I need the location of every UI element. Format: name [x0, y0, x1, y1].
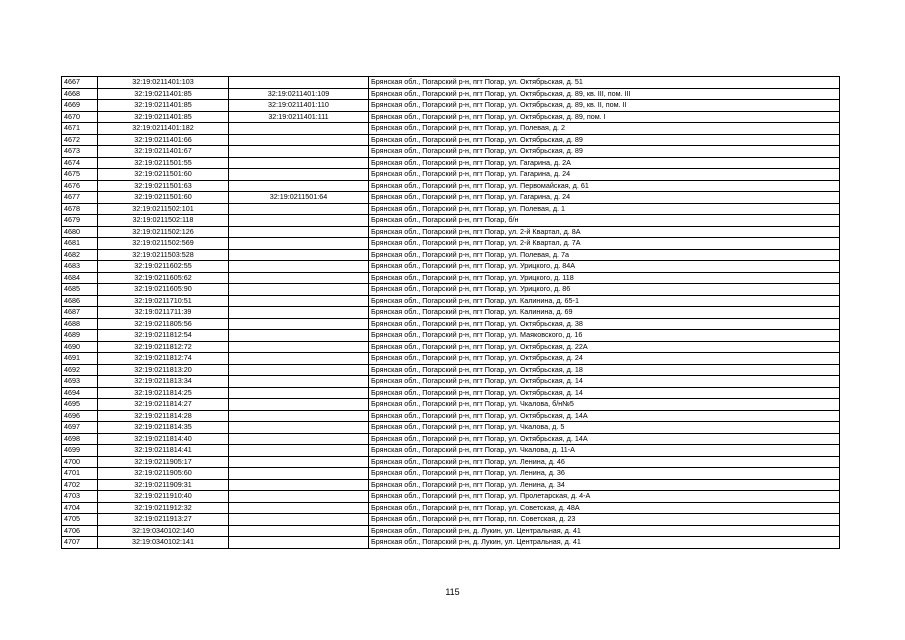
parent-cadastral-number-cell — [229, 169, 369, 181]
cadastral-number-cell: 32:19:0211502:126 — [98, 226, 229, 238]
row-number-cell: 4694 — [62, 387, 98, 399]
parent-cadastral-number-cell — [229, 249, 369, 261]
address-cell: Брянская обл., Погарский р-н, пгт Погар, ул. Октябрьская, д. 51 — [369, 77, 840, 89]
address-cell: Брянская обл., Погарский р-н, пгт Погар, ул. Полевая, д. 7а — [369, 249, 840, 261]
table-row — [62, 318, 840, 330]
cadastral-number-cell: 32:19:0211501:60 — [98, 192, 229, 204]
parent-cadastral-number-cell: 32:19:0211401:109 — [229, 88, 369, 100]
parent-cadastral-number-cell — [229, 284, 369, 296]
row-number-cell: 4687 — [62, 307, 98, 319]
row-number-cell: 4672 — [62, 134, 98, 146]
address-cell: Брянская обл., Погарский р-н, пгт Погар, ул. Октябрьская, д. 22А — [369, 341, 840, 353]
address-cell: Брянская обл., Погарский р-н, пгт Погар, ул. Октябрьская, д. 38 — [369, 318, 840, 330]
row-number-cell: 4702 — [62, 479, 98, 491]
parent-cadastral-number-cell — [229, 261, 369, 273]
row-number-cell: 4698 — [62, 433, 98, 445]
cadastral-number-cell: 32:19:0211814:27 — [98, 399, 229, 411]
table-row — [62, 422, 840, 434]
parent-cadastral-number-cell: 32:19:0211501:64 — [229, 192, 369, 204]
table-row — [62, 410, 840, 422]
address-cell: Брянская обл., Погарский р-н, пгт Погар, ул. Калинина, д. 69 — [369, 307, 840, 319]
table-row — [62, 502, 840, 514]
address-cell: Брянская обл., Погарский р-н, пгт Погар, ул. Маяковского, д. 16 — [369, 330, 840, 342]
row-number-cell: 4685 — [62, 284, 98, 296]
table-row — [62, 123, 840, 135]
table-row — [62, 249, 840, 261]
row-number-cell: 4692 — [62, 364, 98, 376]
cadastral-number-cell: 32:19:0211812:74 — [98, 353, 229, 365]
table-row — [62, 261, 840, 273]
parent-cadastral-number-cell — [229, 364, 369, 376]
table-row — [62, 215, 840, 227]
cadastral-number-cell: 32:19:0211814:28 — [98, 410, 229, 422]
cadastral-number-cell: 32:19:0211812:72 — [98, 341, 229, 353]
parent-cadastral-number-cell — [229, 445, 369, 457]
cadastral-number-cell: 32:19:0211502:569 — [98, 238, 229, 250]
address-cell: Брянская обл., Погарский р-н, пгт Погар, ул. Октябрьская, д. 89 — [369, 134, 840, 146]
cadastral-number-cell: 32:19:0211401:67 — [98, 146, 229, 158]
row-number-cell: 4686 — [62, 295, 98, 307]
parent-cadastral-number-cell — [229, 422, 369, 434]
parent-cadastral-number-cell — [229, 77, 369, 89]
table-row — [62, 180, 840, 192]
parent-cadastral-number-cell — [229, 399, 369, 411]
row-number-cell: 4679 — [62, 215, 98, 227]
cadastral-number-cell: 32:19:0211501:63 — [98, 180, 229, 192]
address-cell: Брянская обл., Погарский р-н, пгт Погар, ул. Урицкого, д. 84А — [369, 261, 840, 273]
row-number-cell: 4682 — [62, 249, 98, 261]
row-number-cell: 4676 — [62, 180, 98, 192]
table-row — [62, 468, 840, 480]
parent-cadastral-number-cell — [229, 146, 369, 158]
cadastral-number-cell: 32:19:0211814:25 — [98, 387, 229, 399]
address-cell: Брянская обл., Погарский р-н, пгт Погар, ул. Октябрьская, д. 14А — [369, 410, 840, 422]
address-cell: Брянская обл., Погарский р-н, пгт Погар, ул. Ленина, д. 36 — [369, 468, 840, 480]
table-row — [62, 100, 840, 112]
cadastral-number-cell: 32:19:0211909:31 — [98, 479, 229, 491]
table-row — [62, 341, 840, 353]
parent-cadastral-number-cell — [229, 491, 369, 503]
table-row — [62, 203, 840, 215]
address-cell: Брянская обл., Погарский р-н, пгт Погар, ул. Гагарина, д. 24 — [369, 192, 840, 204]
cadastral-number-cell: 32:19:0340102:141 — [98, 537, 229, 549]
table-row — [62, 433, 840, 445]
row-number-cell: 4705 — [62, 514, 98, 526]
parent-cadastral-number-cell — [229, 479, 369, 491]
row-number-cell: 4684 — [62, 272, 98, 284]
parent-cadastral-number-cell — [229, 387, 369, 399]
table-row — [62, 456, 840, 468]
row-number-cell: 4668 — [62, 88, 98, 100]
parent-cadastral-number-cell — [229, 537, 369, 549]
cadastral-number-cell: 32:19:0340102:140 — [98, 525, 229, 537]
cadastral-number-cell: 32:19:0211814:41 — [98, 445, 229, 457]
parent-cadastral-number-cell — [229, 226, 369, 238]
table-row — [62, 295, 840, 307]
cadastral-number-cell: 32:19:0211913:27 — [98, 514, 229, 526]
row-number-cell: 4701 — [62, 468, 98, 480]
address-cell: Брянская обл., Погарский р-н, пгт Погар, ул. Полевая, д. 1 — [369, 203, 840, 215]
parent-cadastral-number-cell — [229, 502, 369, 514]
row-number-cell: 4695 — [62, 399, 98, 411]
row-number-cell: 4696 — [62, 410, 98, 422]
parent-cadastral-number-cell — [229, 353, 369, 365]
cadastral-number-cell: 32:19:0211502:101 — [98, 203, 229, 215]
row-number-cell: 4697 — [62, 422, 98, 434]
address-cell: Брянская обл., Погарский р-н, пгт Погар, ул. Октябрьская, д. 89, кв. III, пом. III — [369, 88, 840, 100]
property-register-table — [61, 76, 840, 549]
parent-cadastral-number-cell — [229, 456, 369, 468]
parent-cadastral-number-cell — [229, 318, 369, 330]
row-number-cell: 4690 — [62, 341, 98, 353]
parent-cadastral-number-cell — [229, 203, 369, 215]
table-row — [62, 514, 840, 526]
table-row — [62, 364, 840, 376]
address-cell: Брянская обл., Погарский р-н, пгт Погар, ул. 2-й Квартал, д. 7А — [369, 238, 840, 250]
table-row — [62, 479, 840, 491]
row-number-cell: 4699 — [62, 445, 98, 457]
table-row — [62, 376, 840, 388]
parent-cadastral-number-cell: 32:19:0211401:111 — [229, 111, 369, 123]
cadastral-number-cell: 32:19:0211814:35 — [98, 422, 229, 434]
row-number-cell: 4669 — [62, 100, 98, 112]
row-number-cell: 4678 — [62, 203, 98, 215]
table-body — [62, 77, 840, 549]
table-row — [62, 226, 840, 238]
row-number-cell: 4675 — [62, 169, 98, 181]
cadastral-number-cell: 32:19:0211502:118 — [98, 215, 229, 227]
table-row — [62, 272, 840, 284]
cadastral-number-cell: 32:19:0211401:66 — [98, 134, 229, 146]
parent-cadastral-number-cell — [229, 468, 369, 480]
row-number-cell: 4689 — [62, 330, 98, 342]
parent-cadastral-number-cell — [229, 215, 369, 227]
table-row — [62, 399, 840, 411]
address-cell: Брянская обл., Погарский р-н, пгт Погар, ул. Октябрьская, д. 14А — [369, 433, 840, 445]
parent-cadastral-number-cell — [229, 514, 369, 526]
cadastral-number-cell: 32:19:0211905:17 — [98, 456, 229, 468]
cadastral-number-cell: 32:19:0211910:40 — [98, 491, 229, 503]
cadastral-number-cell: 32:19:0211912:32 — [98, 502, 229, 514]
table-row — [62, 169, 840, 181]
cadastral-number-cell: 32:19:0211401:182 — [98, 123, 229, 135]
address-cell: Брянская обл., Погарский р-н, пгт Погар, ул. Гагарина, д. 2А — [369, 157, 840, 169]
row-number-cell: 4693 — [62, 376, 98, 388]
row-number-cell: 4707 — [62, 537, 98, 549]
cadastral-number-cell: 32:19:0211602:55 — [98, 261, 229, 273]
table-row — [62, 525, 840, 537]
address-cell: Брянская обл., Погарский р-н, пгт Погар, ул. Полевая, д. 2 — [369, 123, 840, 135]
cadastral-number-cell: 32:19:0211812:54 — [98, 330, 229, 342]
table-row — [62, 307, 840, 319]
parent-cadastral-number-cell — [229, 134, 369, 146]
address-cell: Брянская обл., Погарский р-н, пгт Погар, ул. Октябрьская, д. 89, кв. II, пом. II — [369, 100, 840, 112]
table-row — [62, 387, 840, 399]
address-cell: Брянская обл., Погарский р-н, пгт Погар, ул. Ленина, д. 46 — [369, 456, 840, 468]
address-cell: Брянская обл., Погарский р-н, пгт Погар, ул. Чкалова, б/н№5 — [369, 399, 840, 411]
parent-cadastral-number-cell — [229, 341, 369, 353]
row-number-cell: 4681 — [62, 238, 98, 250]
cadastral-number-cell: 32:19:0211401:85 — [98, 111, 229, 123]
cadastral-number-cell: 32:19:0211503:528 — [98, 249, 229, 261]
cadastral-number-cell: 32:19:0211501:60 — [98, 169, 229, 181]
table-row — [62, 491, 840, 503]
row-number-cell: 4683 — [62, 261, 98, 273]
parent-cadastral-number-cell — [229, 272, 369, 284]
row-number-cell: 4688 — [62, 318, 98, 330]
row-number-cell: 4667 — [62, 77, 98, 89]
address-cell: Брянская обл., Погарский р-н, пгт Погар, ул. Урицкого, д. 118 — [369, 272, 840, 284]
row-number-cell: 4706 — [62, 525, 98, 537]
address-cell: Брянская обл., Погарский р-н, пгт Погар, ул. Советская, д. 48А — [369, 502, 840, 514]
row-number-cell: 4671 — [62, 123, 98, 135]
address-cell: Брянская обл., Погарский р-н, пгт Погар, ул. Ленина, д. 34 — [369, 479, 840, 491]
parent-cadastral-number-cell — [229, 123, 369, 135]
cadastral-number-cell: 32:19:0211711:39 — [98, 307, 229, 319]
row-number-cell: 4673 — [62, 146, 98, 158]
table-row — [62, 284, 840, 296]
cadastral-number-cell: 32:19:0211605:90 — [98, 284, 229, 296]
address-cell: Брянская обл., Погарский р-н, пгт Погар, б/н — [369, 215, 840, 227]
row-number-cell: 4670 — [62, 111, 98, 123]
cadastral-number-cell: 32:19:0211710:51 — [98, 295, 229, 307]
parent-cadastral-number-cell — [229, 157, 369, 169]
table-row — [62, 157, 840, 169]
cadastral-number-cell: 32:19:0211905:60 — [98, 468, 229, 480]
table-row — [62, 238, 840, 250]
table-row — [62, 77, 840, 89]
cadastral-number-cell: 32:19:0211401:85 — [98, 100, 229, 112]
address-cell: Брянская обл., Погарский р-н, пгт Погар, ул. Пролетарская, д. 4-А — [369, 491, 840, 503]
table-row — [62, 146, 840, 158]
table-row — [62, 353, 840, 365]
parent-cadastral-number-cell — [229, 295, 369, 307]
address-cell: Брянская обл., Погарский р-н, пгт Погар, ул. Чкалова, д. 5 — [369, 422, 840, 434]
row-number-cell: 4700 — [62, 456, 98, 468]
parent-cadastral-number-cell — [229, 410, 369, 422]
address-cell: Брянская обл., Погарский р-н, пгт Погар, ул. Октябрьская, д. 14 — [369, 376, 840, 388]
row-number-cell: 4704 — [62, 502, 98, 514]
address-cell: Брянская обл., Погарский р-н, пгт Погар, ул. Октябрьская, д. 89, пом. I — [369, 111, 840, 123]
cadastral-number-cell: 32:19:0211813:20 — [98, 364, 229, 376]
address-cell: Брянская обл., Погарский р-н, пгт Погар, ул. Октябрьская, д. 89 — [369, 146, 840, 158]
address-cell: Брянская обл., Погарский р-н, пгт Погар, ул. Первомайская, д. 61 — [369, 180, 840, 192]
row-number-cell: 4703 — [62, 491, 98, 503]
address-cell: Брянская обл., Погарский р-н, пгт Погар, ул. Гагарина, д. 24 — [369, 169, 840, 181]
cadastral-number-cell: 32:19:0211805:56 — [98, 318, 229, 330]
parent-cadastral-number-cell — [229, 330, 369, 342]
address-cell: Брянская обл., Погарский р-н, пгт Погар, ул. Урицкого, д. 86 — [369, 284, 840, 296]
page-number: 115 — [445, 587, 460, 597]
address-cell: Брянская обл., Погарский р-н, пгт Погар, ул. Октябрьская, д. 18 — [369, 364, 840, 376]
row-number-cell: 4680 — [62, 226, 98, 238]
cadastral-number-cell: 32:19:0211401:103 — [98, 77, 229, 89]
cadastral-number-cell: 32:19:0211813:34 — [98, 376, 229, 388]
address-cell: Брянская обл., Погарский р-н, пгт Погар, ул. 2-й Квартал, д. 8А — [369, 226, 840, 238]
cadastral-number-cell: 32:19:0211401:85 — [98, 88, 229, 100]
parent-cadastral-number-cell — [229, 433, 369, 445]
parent-cadastral-number-cell — [229, 525, 369, 537]
table-row — [62, 445, 840, 457]
table-row — [62, 111, 840, 123]
table-row — [62, 330, 840, 342]
parent-cadastral-number-cell: 32:19:0211401:110 — [229, 100, 369, 112]
cadastral-number-cell: 32:19:0211605:62 — [98, 272, 229, 284]
table-row — [62, 88, 840, 100]
cadastral-number-cell: 32:19:0211501:55 — [98, 157, 229, 169]
row-number-cell: 4677 — [62, 192, 98, 204]
parent-cadastral-number-cell — [229, 376, 369, 388]
row-number-cell: 4691 — [62, 353, 98, 365]
address-cell: Брянская обл., Погарский р-н, пгт Погар, ул. Калинина, д. 65-1 — [369, 295, 840, 307]
address-cell: Брянская обл., Погарский р-н, пгт Погар, ул. Октябрьская, д. 24 — [369, 353, 840, 365]
address-cell: Брянская обл., Погарский р-н, д. Лукин, ул. Центральная, д. 41 — [369, 525, 840, 537]
cadastral-number-cell: 32:19:0211814:40 — [98, 433, 229, 445]
address-cell: Брянская обл., Погарский р-н, пгт Погар, ул. Чкалова, д. 11-А — [369, 445, 840, 457]
parent-cadastral-number-cell — [229, 238, 369, 250]
table-row — [62, 192, 840, 204]
address-cell: Брянская обл., Погарский р-н, д. Лукин, ул. Центральная, д. 41 — [369, 537, 840, 549]
address-cell: Брянская обл., Погарский р-н, пгт Погар, пл. Советская, д. 23 — [369, 514, 840, 526]
table-row — [62, 537, 840, 549]
parent-cadastral-number-cell — [229, 180, 369, 192]
table-row — [62, 134, 840, 146]
parent-cadastral-number-cell — [229, 307, 369, 319]
address-cell: Брянская обл., Погарский р-н, пгт Погар, ул. Октябрьская, д. 14 — [369, 387, 840, 399]
row-number-cell: 4674 — [62, 157, 98, 169]
